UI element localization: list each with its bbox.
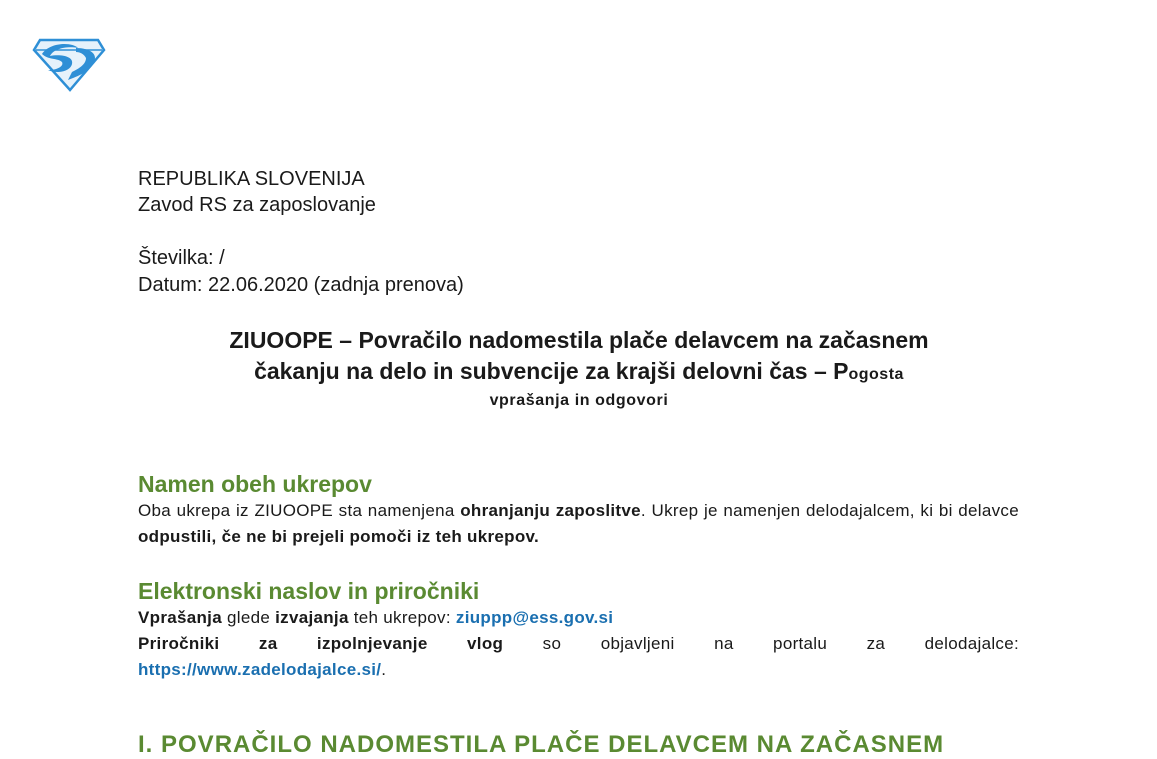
text: Oba ukrepa iz ZIUOOPE sta namenjena: [138, 501, 461, 520]
document-number: Številka: /: [138, 247, 225, 269]
section-purpose: [138, 470, 1019, 550]
manuals-line: [138, 631, 1019, 657]
country-name: REPUBLIKA SLOVENIJA: [138, 168, 365, 190]
emphasis: ohranjanju zaposlitve: [460, 501, 641, 520]
emphasis: Vprašanja: [138, 608, 222, 627]
text: . Ukrep je namenjen delodajalcem, ki bi delavce: [640, 501, 1019, 520]
document-meta: [138, 245, 464, 299]
title-line-3: vprašanja in odgovori: [489, 392, 669, 409]
section-contacts: [138, 577, 1019, 683]
text: .: [381, 660, 387, 679]
document-title: [138, 325, 1020, 412]
questions-line: [138, 605, 1019, 631]
title-line-2-main: čakanju na delo in subvencije za krajši delovni čas – P: [254, 358, 849, 384]
title-line-2-tail: ogosta: [848, 366, 904, 383]
portal-link[interactable]: https://www.zadelodajalce.si/: [138, 660, 382, 679]
document-header: [138, 166, 376, 218]
emphasis: Priročniki za izpolnjevanje vlog: [138, 634, 504, 653]
emphasis: izvajanja: [275, 608, 349, 627]
section-purpose-text: [138, 498, 1019, 550]
portal-line: [138, 657, 1019, 683]
document-date: Datum: 22.06.2020 (zadnja prenova): [138, 274, 464, 296]
email-link[interactable]: ziuppp@ess.gov.si: [455, 608, 614, 627]
ess-logo-icon: [32, 36, 106, 92]
section-purpose-heading: Namen obeh ukrepov: [138, 471, 372, 497]
text: teh ukrepov:: [348, 608, 456, 627]
title-line-2: [138, 356, 1020, 390]
emphasis: odpustili, če ne bi prejeli pomoči iz teh ukrepov.: [138, 527, 540, 546]
title-line-1: ZIUOOPE – Povračilo nadomestila plače delavcem na začasnem: [229, 327, 929, 353]
section-1-heading: I. POVRAČILO NADOMESTILA PLAČE DELAVCEM NA ZAČASNEM: [138, 731, 945, 758]
section-contacts-heading: Elektronski naslov in priročniki: [138, 578, 480, 604]
text: so objavljeni na portalu za delodajalce:: [503, 634, 1019, 653]
text: glede: [221, 608, 276, 627]
institution-name: Zavod RS za zaposlovanje: [138, 194, 376, 216]
